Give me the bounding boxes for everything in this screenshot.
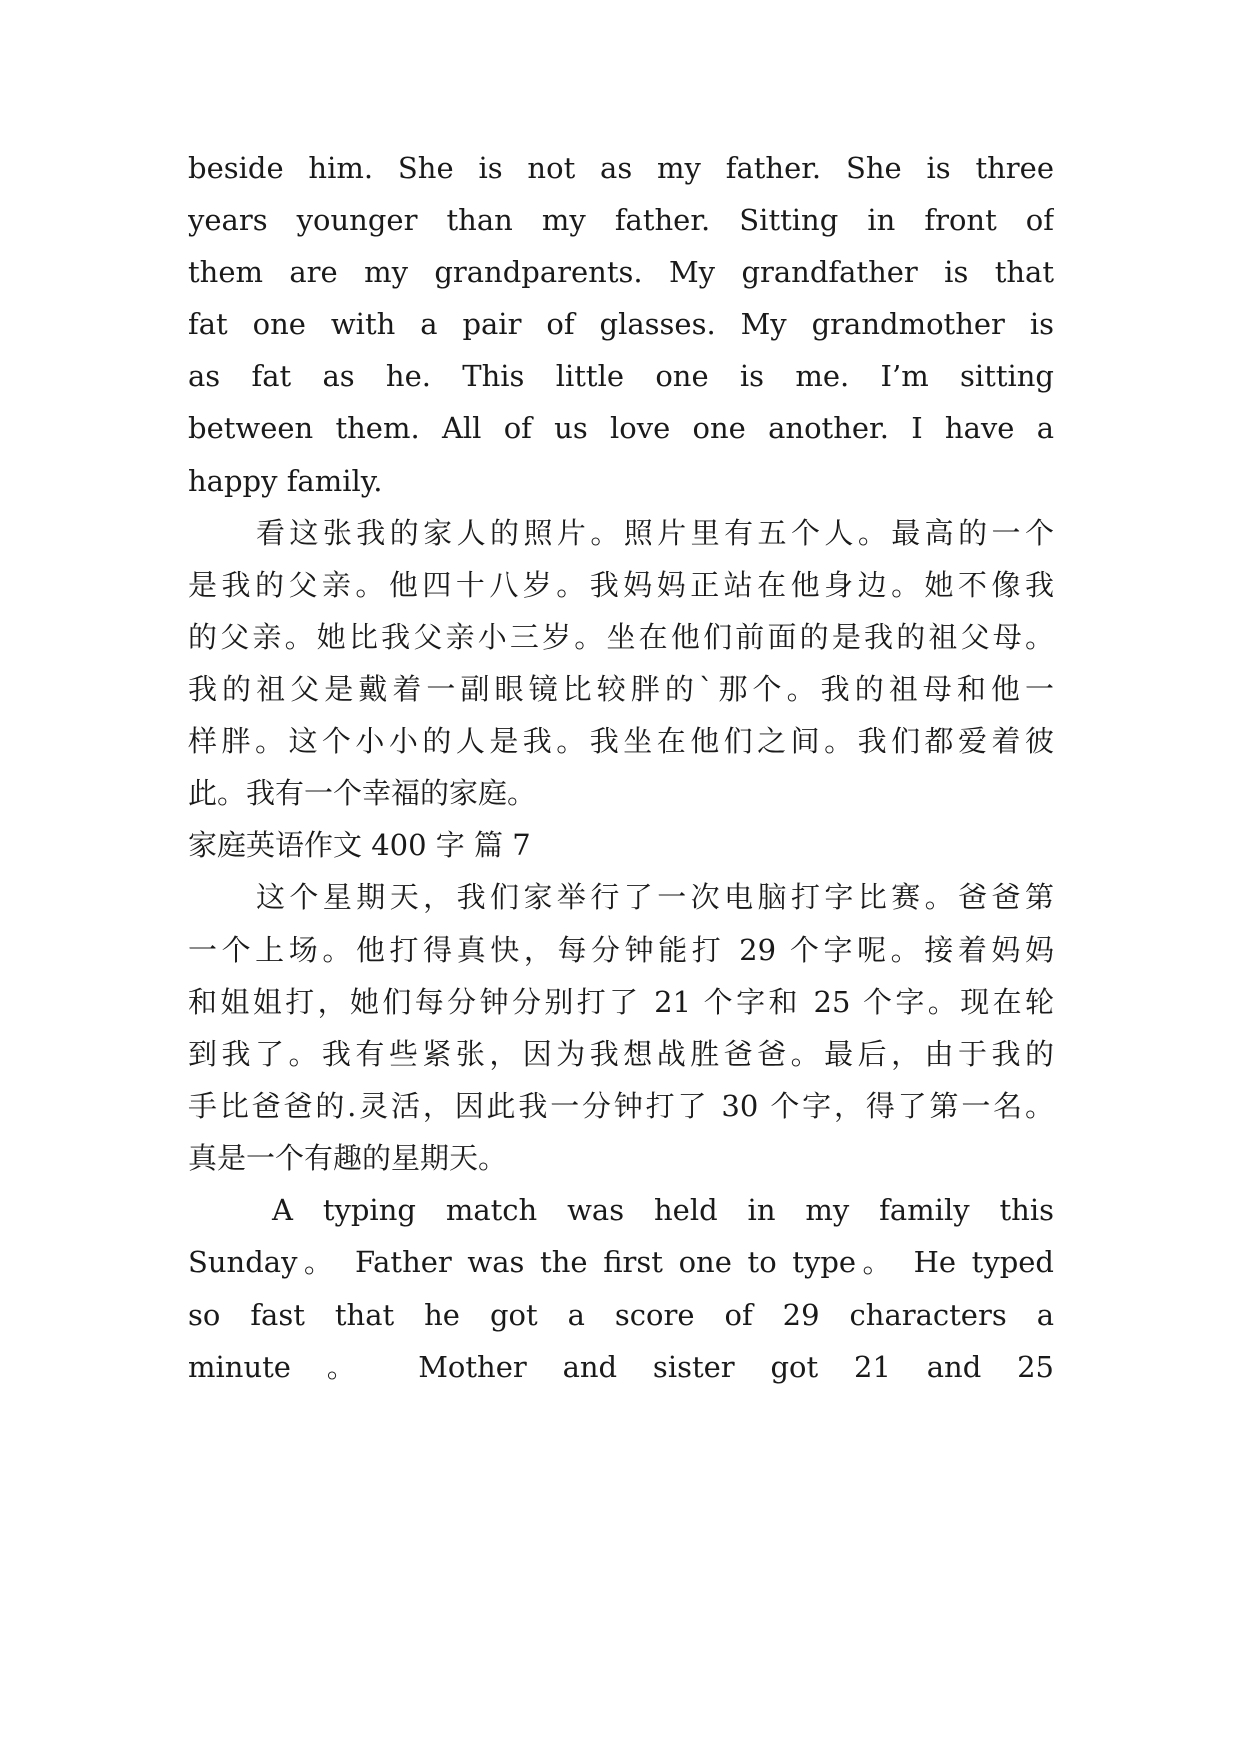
text-line: them are my grandparents. My grandfather is that [188,255,1054,289]
text-line: 这个星期天，我们家举行了一次电脑打字比赛。爸爸第 [256,880,1054,914]
text-line: so fast that he got a score of 29 characters a [188,1298,1054,1332]
text-line: Sunday。 Father was the first one to type。 He typed [188,1245,1054,1279]
text-line: happy family. [188,464,383,498]
text-line: minute 。 Mother and sister got 21 and 25 [188,1350,1054,1384]
text-line: years younger than my father. Sitting in front of [188,203,1054,237]
text-line: 看这张我的家人的照片。照片里有五个人。最高的一个 [256,516,1054,550]
text-line: 样胖。这个小小的人是我。我坐在他们之间。我们都爱着彼 [188,724,1054,758]
text-line: A typing match was held in my family this [272,1193,1054,1227]
text-line: between them. All of us love one another. I have a [188,411,1054,445]
text-line: 到我了。我有些紧张，因为我想战胜爸爸。最后，由于我的 [188,1037,1054,1071]
text-line: 手比爸爸的.灵活，因此我一分钟打了 30 个字，得了第一名。 [188,1089,1054,1123]
text-line: fat one with a pair of glasses. My grandmother is [188,307,1054,341]
text-line: 此。我有一个幸福的家庭。 [188,776,537,810]
section-heading: 家庭英语作文 400 字 篇 7 [188,828,531,862]
text-line: 一个上场。他打得真快，每分钟能打 29 个字呢。接着妈妈 [188,933,1054,967]
text-line: beside him. She is not as my father. She is three [188,151,1054,185]
text-line: 我的祖父是戴着一副眼镜比较胖的`那个。我的祖母和他一 [188,672,1054,706]
text-line: 的父亲。她比我父亲小三岁。坐在他们前面的是我的祖父母。 [188,620,1054,654]
text-line: 是我的父亲。他四十八岁。我妈妈正站在他身边。她不像我 [188,568,1054,602]
text-line: 和姐姐打，她们每分钟分别打了 21 个字和 25 个字。现在轮 [188,985,1054,1019]
text-line: 真是一个有趣的星期天。 [188,1141,508,1175]
text-line: as fat as he. This little one is me. I’m sitting [188,359,1054,393]
